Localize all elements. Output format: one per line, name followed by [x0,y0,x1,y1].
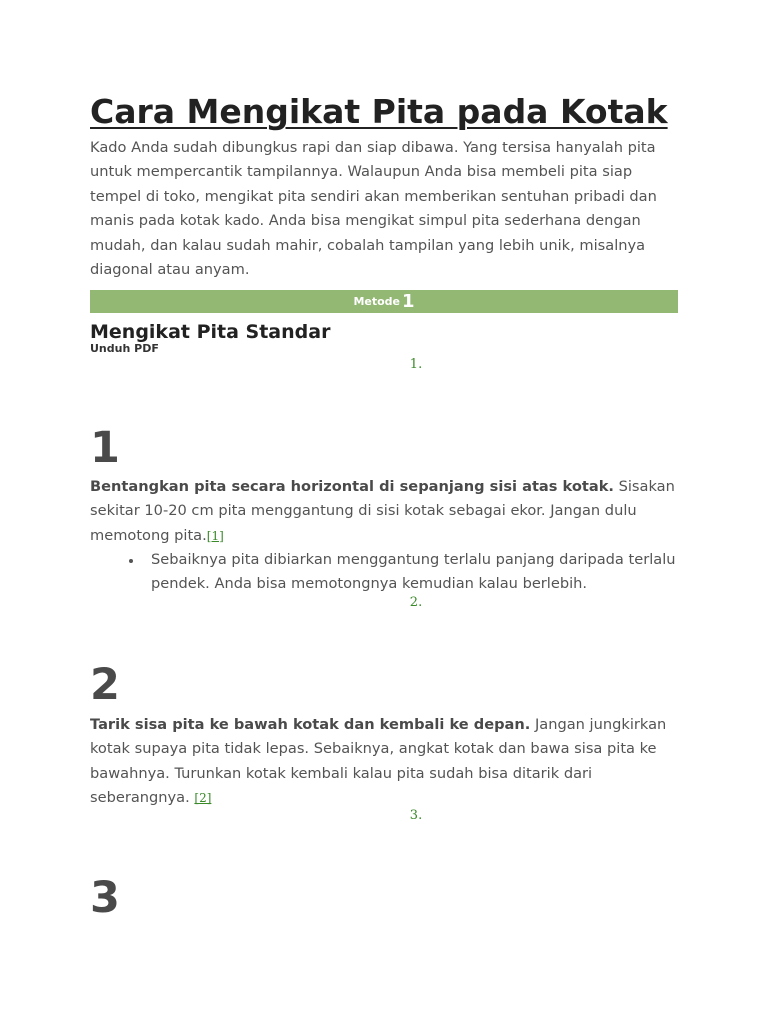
step-number-1: 1 [90,423,120,473]
step-2-body: Jangan jungkirkan kotak supaya pita tidak lepas. Sebaiknya, angkat kotak dan bawa sisa pita ke bawahnya. Turunkan kotak kembali kalau pita sudah bisa ditarik dari seberangnya. [90,716,667,807]
step-marker-1: 1. [409,357,423,372]
step-text-2 [90,713,682,811]
intro-paragraph: Kado Anda sudah dibungkus rapi dan siap dibawa. Yang tersisa hanyalah pita untuk mempercantik tampilannya. Walaupun Anda bisa membeli pita siap tempel di toko, mengikat pita sendiri akan memberikan sentuhan pribadi dan manis pada kotak kado. Anda bisa mengikat simpul pita sederhana dengan mudah, dan kalau sudah mahir, cobalah tampilan yang lebih unik, misalnya diagonal atau anyam. [90,139,657,279]
section-title: Mengikat Pita Standar [90,321,331,343]
list-item: Sebaiknya pita dibiarkan menggantung terlalu panjang daripada terlalu pendek. Anda bisa memotongnya kemudian kalau berlebih. [151,548,691,597]
step-number-3: 3 [90,873,120,923]
download-pdf-link[interactable]: Unduh PDF [90,342,159,355]
step-2-headline: Tarik sisa pita ke bawah kotak dan kembali ke depan. [90,716,531,733]
method-label: Metode [353,295,401,308]
reference-link-1[interactable]: [1] [206,528,224,543]
step-1-body: Sisakan sekitar 10-20 cm pita menggantung di sisi kotak sebagai ekor. Jangan dulu memotong pita. [90,478,675,544]
article-title: Cara Mengikat Pita pada Kotak [90,92,668,131]
step-marker-3: 3. [409,808,423,823]
method-banner [90,290,678,313]
step-1-headline: Bentangkan pita secara horizontal di sepanjang sisi atas kotak. [90,478,614,495]
step-number-2: 2 [90,660,120,710]
step-marker-2: 2. [409,595,423,610]
reference-link-2[interactable]: [2] [194,791,212,806]
step-1-tips [151,548,691,597]
method-number: 1 [402,290,415,312]
step-text-1 [90,475,682,548]
